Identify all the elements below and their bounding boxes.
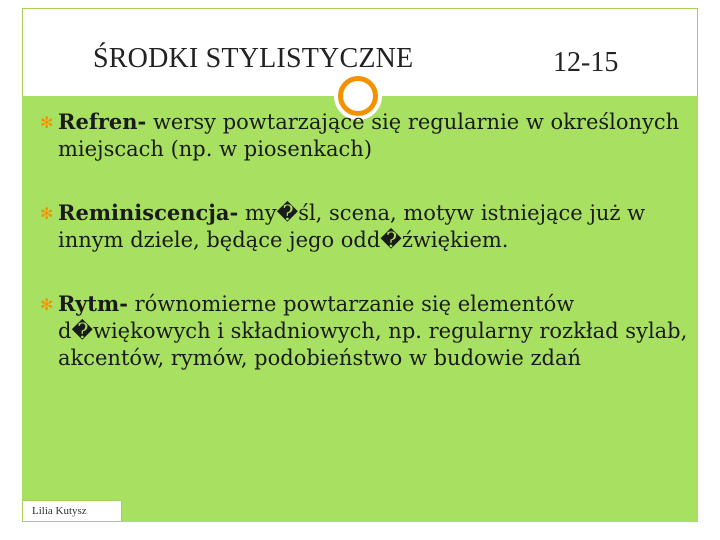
term: Refren- xyxy=(58,109,147,134)
list-item xyxy=(40,199,690,254)
list-item xyxy=(40,290,690,372)
bullet-icon: ✻ xyxy=(40,204,54,223)
definition: wersy powtarzające się regularnie w określonych miejscach (np. w piosenkach) xyxy=(58,110,680,161)
term: Reminiscencja- xyxy=(58,200,239,225)
term: Rytm- xyxy=(58,291,128,316)
footer-author: Lilia Kutysz xyxy=(32,505,87,517)
bullet-icon: ✻ xyxy=(40,295,54,314)
bullet-list xyxy=(40,108,690,408)
slide-title: ŚRODKI STYLISTYCZNE xyxy=(93,43,414,74)
list-item xyxy=(40,108,690,163)
page-range: 12-15 xyxy=(553,47,619,78)
definition: równomierne powtarzanie się elementów d�więkowych i składniowych, np. regularny rozkład sylab, akcentów, rymów, podobieństwo w budowie zdań xyxy=(58,292,688,370)
bullet-icon: ✻ xyxy=(40,113,54,132)
definition: my�śl, scena, motyw istniejące już w innym dziele, będące jego odd�źwiękiem. xyxy=(58,201,646,252)
